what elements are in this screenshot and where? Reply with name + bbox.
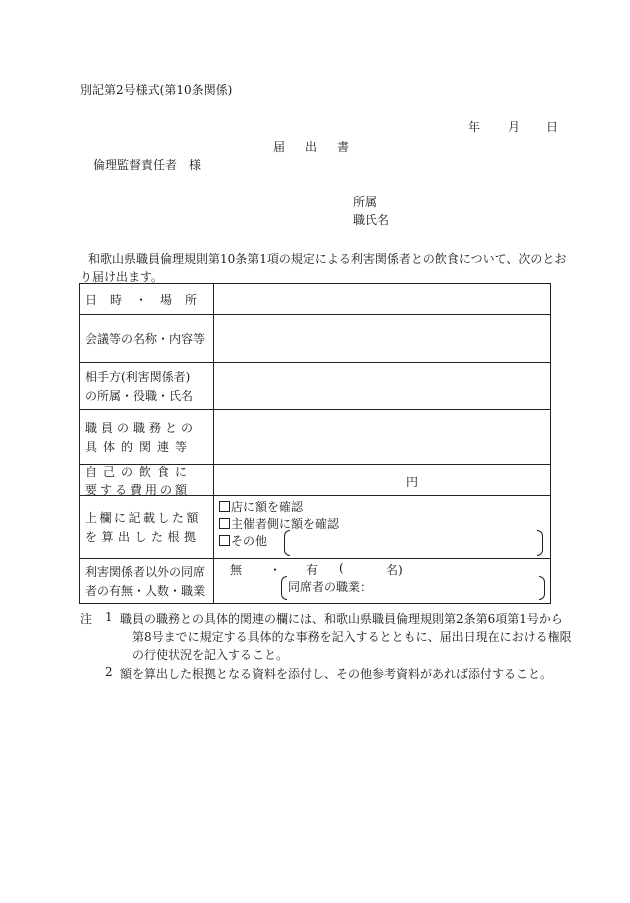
attendees-occupation-label: 同席者の職業： [288, 580, 373, 594]
note-1-line-3: の行使状況を記入すること。 [132, 648, 289, 662]
datetime-label: 日 時 ・ 場 所 [80, 284, 214, 314]
table-row-cost [80, 465, 550, 496]
occupation-bracket-left [281, 576, 287, 600]
cost-label: 自己の飲食に 要する費用の額 [80, 465, 214, 495]
notes-marker: 注 [80, 612, 93, 626]
other-bracket-left [284, 530, 290, 556]
cost-unit: 円 [406, 475, 419, 489]
date-line [468, 118, 558, 135]
other-bracket-right [537, 530, 543, 556]
note-1-number: 1 [105, 610, 113, 624]
note-2-line-1: 額を算出した根拠となる資料を添付し、その他参考資料があれば添付すること。 [120, 667, 553, 681]
date-year-label: 年 [468, 120, 481, 134]
note-1-line-1: 職員の職務との具体的関連の欄には、和歌山県職員倫理規則第2条第6項第1号から [120, 612, 563, 626]
checkbox-organizer[interactable] [219, 518, 230, 529]
title-char-3: 書 [337, 140, 350, 154]
meeting-field[interactable] [214, 315, 550, 362]
attendees-field [214, 559, 550, 603]
table-row-attendees [80, 559, 550, 603]
intro-text-line-2: り届け出ます。 [80, 270, 164, 284]
checkbox-shop[interactable] [219, 501, 230, 512]
meeting-label: 会議等の名称・内容等 [80, 315, 214, 362]
attendees-label: 利害関係者以外の同席 者の有無・人数・職業 [80, 559, 214, 603]
attendees-count-unit: 名) [386, 563, 403, 577]
counterparty-field[interactable] [214, 363, 550, 409]
basis-option-shop[interactable]: 店に額を確認 [219, 498, 303, 515]
date-month-label: 月 [508, 120, 521, 134]
document-title [273, 138, 369, 155]
form-table [79, 283, 551, 604]
affiliation-label: 所属 [353, 195, 378, 209]
table-row-relation [80, 410, 550, 465]
position-name-label: 職氏名 [353, 213, 390, 227]
note-2-number: 2 [105, 665, 113, 679]
checkbox-other[interactable] [219, 535, 230, 546]
counterparty-label: 相手方(利害関係者) の所属・役職・氏名 [80, 363, 214, 409]
attendees-occupation-field[interactable] [374, 578, 534, 598]
basis-option-organizer[interactable]: 主催者側に額を確認 [219, 515, 339, 532]
attendees-yes-option[interactable]: 有 [306, 563, 319, 577]
form-number: 別記第2号様式(第10条関係) [80, 83, 233, 97]
relation-field[interactable] [214, 410, 550, 464]
datetime-field[interactable] [214, 284, 550, 314]
basis-option-other[interactable]: その他 [219, 532, 267, 549]
note-1-line-2: 第8号までに規定する具体的な事務を記入するとともに、届出日現在における権限 [132, 630, 572, 644]
attendees-count-open: ( [339, 561, 344, 575]
table-row-datetime [80, 284, 550, 315]
table-row-meeting [80, 315, 550, 363]
relation-label: 職員の職務との 具体的関連等 [80, 410, 214, 464]
intro-text-line-1: 和歌山県職員倫理規則第10条第1項の規定による利害関係者との飲食について、次のとお [88, 252, 567, 266]
title-char-2: 出 [305, 140, 318, 154]
title-char-1: 届 [273, 140, 286, 154]
basis-field [214, 496, 550, 558]
table-row-basis [80, 496, 550, 559]
attendees-none-option[interactable]: 無 [230, 563, 243, 577]
occupation-bracket-right [539, 576, 545, 600]
basis-label: 上欄に記載した額 を算出した根拠 [80, 496, 214, 558]
date-day-label: 日 [546, 120, 559, 134]
cost-field[interactable] [214, 465, 550, 495]
attendees-separator: ・ [269, 563, 282, 577]
table-row-counterparty [80, 363, 550, 410]
other-reason-field[interactable] [292, 532, 532, 554]
addressee: 倫理監督責任者 様 [93, 158, 202, 172]
